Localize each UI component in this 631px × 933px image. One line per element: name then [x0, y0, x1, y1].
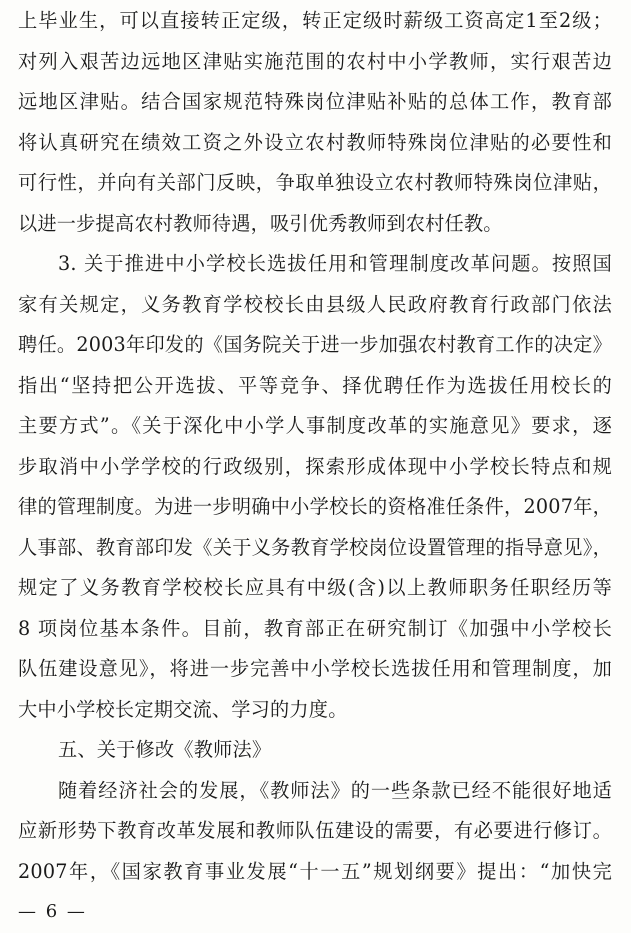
text-line: 2007年，《国家教育事业发展“十一五”规划纲要》提出：“加快完 — [18, 860, 612, 883]
text-line: 指出“坚持把公开选拔、平等竞争、择优聘任作为选拔任用校长的 — [18, 374, 612, 397]
text-line: 将认真研究在绩效工资之外设立农村教师特殊岗位津贴的必要性和 — [18, 131, 612, 154]
paragraph-first-line: 随着经济社会的发展，《教师法》的一些条款已经不能很好地适 — [58, 779, 612, 802]
text-line: 以进一步提高农村教师待遇，吸引优秀教师到农村任教。 — [18, 212, 503, 235]
text-line: 规定了义务教育学校校长应具有中级(含)以上教师职务任职经历等 — [18, 576, 612, 599]
text-line: 队伍建设意见》，将进一步完善中小学校长选拔任用和管理制度，加 — [18, 657, 612, 680]
text-line: 8 项岗位基本条件。目前，教育部正在研究制订《加强中小学校长 — [18, 617, 612, 640]
paragraph-first-line: 3. 关于推进中小学校长选拔任用和管理制度改革问题。按照国 — [58, 252, 612, 275]
text-line: 聘任。2003年印发的《国务院关于进一步加强农村教育工作的决定》 — [18, 333, 612, 356]
page-number: — 6 — — [18, 901, 87, 922]
text-line: 应新形势下教育改革发展和教师队伍建设的需要，有必要进行修订。 — [18, 819, 612, 842]
text-line: 人事部、教育部印发《关于义务教育学校岗位设置管理的指导意见》， — [18, 536, 612, 559]
text-line: 律的管理制度。为进一步明确中小学校长的资格准任条件，2007年， — [18, 495, 612, 518]
text-line: 对列入艰苦边远地区津贴实施范围的农村中小学教师，实行艰苦边 — [18, 50, 612, 73]
text-line: 远地区津贴。结合国家规范特殊岗位津贴补贴的总体工作，教育部 — [18, 90, 612, 113]
text-line: 主要方式”。《关于深化中小学人事制度改革的实施意见》要求，逐 — [18, 414, 612, 437]
text-line: 大中小学校长定期交流、学习的力度。 — [18, 698, 348, 721]
text-line: 可行性，并向有关部门反映，争取单独设立农村教师特殊岗位津贴， — [18, 171, 612, 194]
text-line: 上毕业生，可以直接转正定级，转正定级时薪级工资高定1至2级； — [18, 9, 612, 32]
text-line: 步取消中小学学校的行政级别，探索形成体现中小学校长特点和规 — [18, 455, 612, 478]
section-heading: 五、关于修改《教师法》 — [58, 738, 272, 761]
text-line: 家有关规定，义务教育学校校长由县级人民政府教育行政部门依法 — [18, 293, 612, 316]
